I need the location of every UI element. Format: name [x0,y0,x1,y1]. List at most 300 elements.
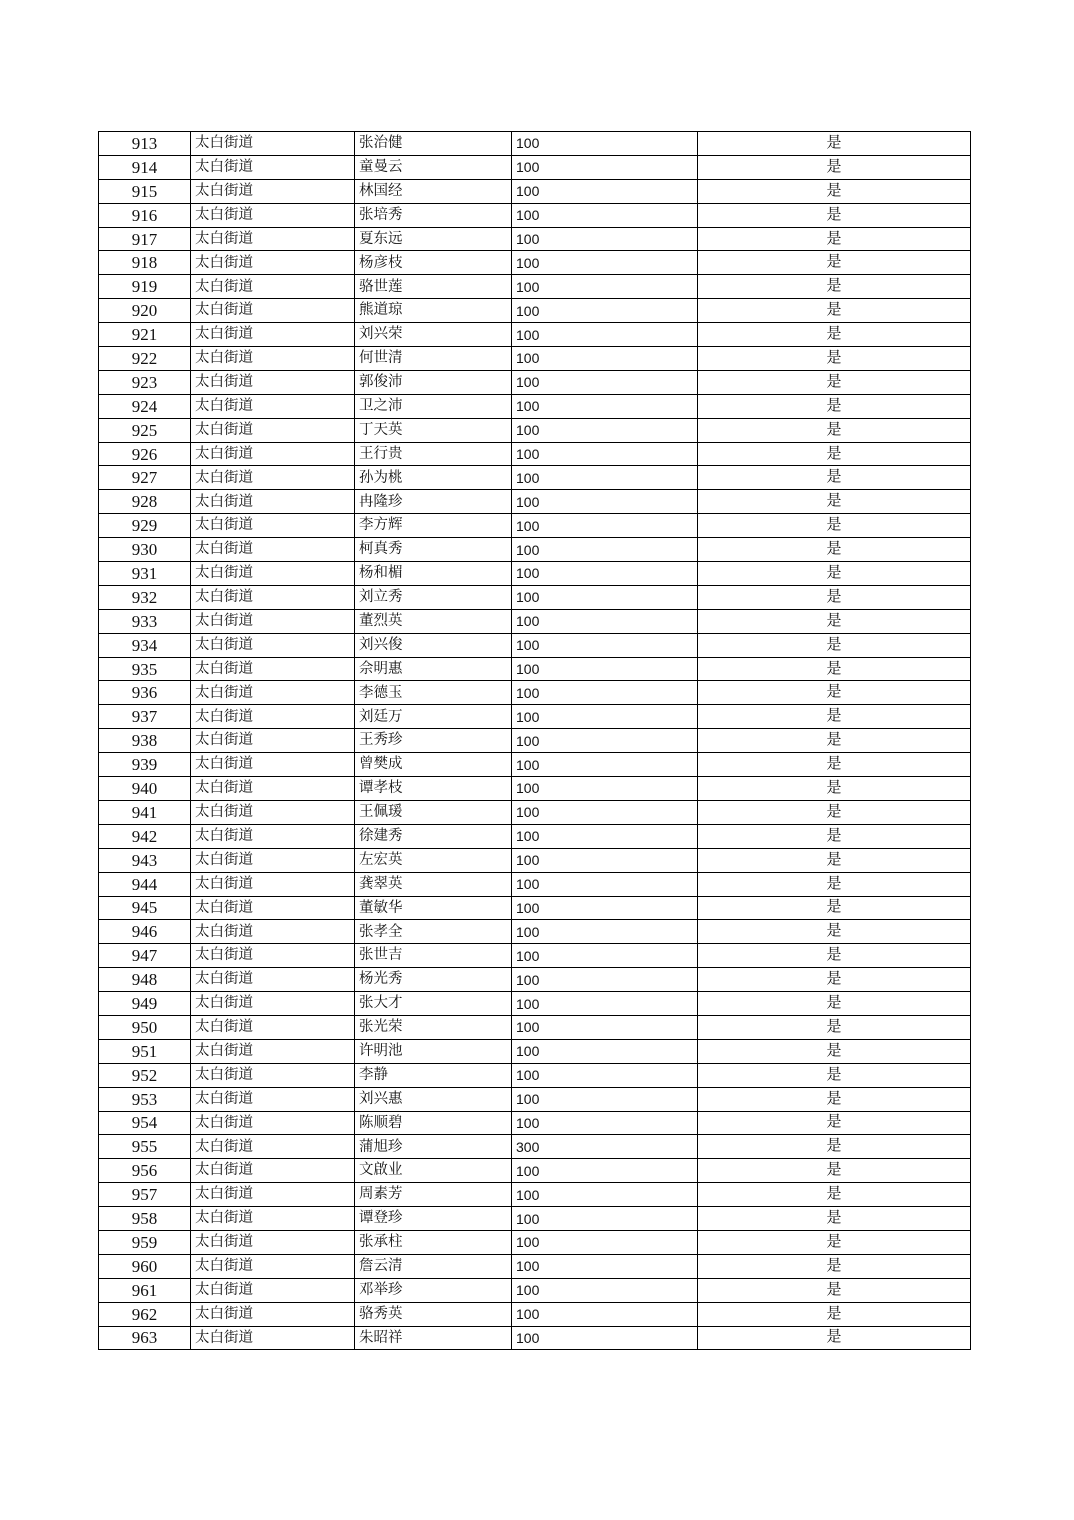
amount-cell: 100 [512,824,698,848]
street-cell: 太白街道 [191,1278,355,1302]
row-number-cell: 950 [99,1015,191,1039]
amount-cell: 100 [512,585,698,609]
confirmed-cell: 是 [698,1135,971,1159]
row-number-cell: 930 [99,538,191,562]
confirmed-cell: 是 [698,896,971,920]
row-number-cell: 928 [99,490,191,514]
street-cell: 太白街道 [191,705,355,729]
row-number-cell: 953 [99,1087,191,1111]
table-row [99,275,971,299]
table-row [99,1183,971,1207]
person-name-cell: 蒲旭珍 [355,1135,512,1159]
table-row [99,1254,971,1278]
amount-cell: 100 [512,848,698,872]
row-number-cell: 962 [99,1302,191,1326]
street-cell: 太白街道 [191,299,355,323]
row-number-cell: 923 [99,370,191,394]
amount-cell: 100 [512,1278,698,1302]
amount-cell: 100 [512,705,698,729]
confirmed-cell: 是 [698,1326,971,1350]
street-cell: 太白街道 [191,370,355,394]
amount-cell: 100 [512,203,698,227]
person-name-cell: 文啟业 [355,1159,512,1183]
street-cell: 太白街道 [191,1159,355,1183]
street-cell: 太白街道 [191,1254,355,1278]
person-name-cell: 何世清 [355,347,512,371]
amount-cell: 100 [512,992,698,1016]
person-name-cell: 詹云清 [355,1254,512,1278]
table-row [99,848,971,872]
amount-cell: 300 [512,1135,698,1159]
street-cell: 太白街道 [191,1230,355,1254]
street-cell: 太白街道 [191,992,355,1016]
confirmed-cell: 是 [698,418,971,442]
amount-cell: 100 [512,370,698,394]
amount-cell: 100 [512,1015,698,1039]
amount-cell: 100 [512,347,698,371]
amount-cell: 100 [512,418,698,442]
street-cell: 太白街道 [191,490,355,514]
row-number-cell: 938 [99,729,191,753]
person-name-cell: 夏东远 [355,227,512,251]
amount-cell: 100 [512,896,698,920]
confirmed-cell: 是 [698,848,971,872]
table-row [99,872,971,896]
person-name-cell: 张大才 [355,992,512,1016]
street-cell: 太白街道 [191,657,355,681]
table-row [99,538,971,562]
confirmed-cell: 是 [698,538,971,562]
table-row [99,514,971,538]
row-number-cell: 919 [99,275,191,299]
table-row [99,442,971,466]
street-cell: 太白街道 [191,872,355,896]
row-number-cell: 961 [99,1278,191,1302]
confirmed-cell: 是 [698,800,971,824]
street-cell: 太白街道 [191,275,355,299]
person-name-cell: 刘兴俊 [355,633,512,657]
table-row [99,347,971,371]
street-cell: 太白街道 [191,920,355,944]
person-name-cell: 张世吉 [355,944,512,968]
confirmed-cell: 是 [698,681,971,705]
row-number-cell: 946 [99,920,191,944]
street-cell: 太白街道 [191,968,355,992]
confirmed-cell: 是 [698,824,971,848]
person-name-cell: 林国经 [355,179,512,203]
amount-cell: 100 [512,323,698,347]
table-row [99,251,971,275]
row-number-cell: 943 [99,848,191,872]
person-name-cell: 骆秀英 [355,1302,512,1326]
amount-cell: 100 [512,753,698,777]
table-row [99,1159,971,1183]
table-row [99,1111,971,1135]
street-cell: 太白街道 [191,848,355,872]
person-name-cell: 杨彦枝 [355,251,512,275]
amount-cell: 100 [512,609,698,633]
street-cell: 太白街道 [191,753,355,777]
table-row [99,323,971,347]
person-name-cell: 张培秀 [355,203,512,227]
table-body [99,132,971,1350]
confirmed-cell: 是 [698,514,971,538]
row-number-cell: 927 [99,466,191,490]
row-number-cell: 914 [99,155,191,179]
confirmed-cell: 是 [698,1063,971,1087]
table-row [99,562,971,586]
confirmed-cell: 是 [698,872,971,896]
confirmed-cell: 是 [698,179,971,203]
table-row [99,394,971,418]
street-cell: 太白街道 [191,203,355,227]
street-cell: 太白街道 [191,442,355,466]
confirmed-cell: 是 [698,1015,971,1039]
table-row [99,681,971,705]
street-cell: 太白街道 [191,251,355,275]
row-number-cell: 952 [99,1063,191,1087]
person-name-cell: 徐建秀 [355,824,512,848]
person-name-cell: 刘兴荣 [355,323,512,347]
table-row [99,1015,971,1039]
street-cell: 太白街道 [191,800,355,824]
row-number-cell: 958 [99,1207,191,1231]
confirmed-cell: 是 [698,609,971,633]
confirmed-cell: 是 [698,1087,971,1111]
row-number-cell: 951 [99,1039,191,1063]
street-cell: 太白街道 [191,466,355,490]
amount-cell: 100 [512,944,698,968]
table-row [99,992,971,1016]
row-number-cell: 921 [99,323,191,347]
row-number-cell: 915 [99,179,191,203]
amount-cell: 100 [512,1254,698,1278]
person-name-cell: 郭俊沛 [355,370,512,394]
table-row [99,609,971,633]
person-name-cell: 丁天英 [355,418,512,442]
row-number-cell: 934 [99,633,191,657]
amount-cell: 100 [512,155,698,179]
amount-cell: 100 [512,1159,698,1183]
street-cell: 太白街道 [191,1135,355,1159]
person-name-cell: 周素芳 [355,1183,512,1207]
street-cell: 太白街道 [191,944,355,968]
amount-cell: 100 [512,633,698,657]
confirmed-cell: 是 [698,132,971,156]
confirmed-cell: 是 [698,490,971,514]
table-row [99,203,971,227]
person-name-cell: 刘兴惠 [355,1087,512,1111]
amount-cell: 100 [512,1183,698,1207]
street-cell: 太白街道 [191,1063,355,1087]
street-cell: 太白街道 [191,1087,355,1111]
confirmed-cell: 是 [698,968,971,992]
row-number-cell: 940 [99,777,191,801]
person-name-cell: 柯真秀 [355,538,512,562]
person-name-cell: 李静 [355,1063,512,1087]
person-name-cell: 童曼云 [355,155,512,179]
row-number-cell: 963 [99,1326,191,1350]
street-cell: 太白街道 [191,347,355,371]
street-cell: 太白街道 [191,1207,355,1231]
row-number-cell: 922 [99,347,191,371]
table-row [99,1087,971,1111]
amount-cell: 100 [512,442,698,466]
confirmed-cell: 是 [698,227,971,251]
street-cell: 太白街道 [191,179,355,203]
person-name-cell: 邓举珍 [355,1278,512,1302]
confirmed-cell: 是 [698,920,971,944]
street-cell: 太白街道 [191,132,355,156]
street-cell: 太白街道 [191,562,355,586]
row-number-cell: 942 [99,824,191,848]
table-row [99,1278,971,1302]
confirmed-cell: 是 [698,1183,971,1207]
person-name-cell: 许明池 [355,1039,512,1063]
person-name-cell: 谭登珍 [355,1207,512,1231]
amount-cell: 100 [512,968,698,992]
amount-cell: 100 [512,1111,698,1135]
confirmed-cell: 是 [698,777,971,801]
table-row [99,657,971,681]
amount-cell: 100 [512,227,698,251]
confirmed-cell: 是 [698,370,971,394]
row-number-cell: 947 [99,944,191,968]
table-row [99,1063,971,1087]
row-number-cell: 931 [99,562,191,586]
amount-cell: 100 [512,299,698,323]
street-cell: 太白街道 [191,514,355,538]
person-name-cell: 佘明惠 [355,657,512,681]
table-row [99,1326,971,1350]
amount-cell: 100 [512,179,698,203]
table-row [99,1039,971,1063]
table-row [99,370,971,394]
person-name-cell: 孙为桃 [355,466,512,490]
table-row [99,968,971,992]
table-row [99,896,971,920]
row-number-cell: 932 [99,585,191,609]
amount-cell: 100 [512,1326,698,1350]
table-row [99,155,971,179]
confirmed-cell: 是 [698,155,971,179]
table-row [99,1207,971,1231]
street-cell: 太白街道 [191,227,355,251]
street-cell: 太白街道 [191,777,355,801]
row-number-cell: 939 [99,753,191,777]
row-number-cell: 944 [99,872,191,896]
confirmed-cell: 是 [698,251,971,275]
confirmed-cell: 是 [698,1039,971,1063]
row-number-cell: 916 [99,203,191,227]
amount-cell: 100 [512,251,698,275]
amount-cell: 100 [512,800,698,824]
person-name-cell: 左宏英 [355,848,512,872]
row-number-cell: 957 [99,1183,191,1207]
street-cell: 太白街道 [191,155,355,179]
table-row [99,585,971,609]
amount-cell: 100 [512,538,698,562]
street-cell: 太白街道 [191,633,355,657]
table-row [99,1135,971,1159]
confirmed-cell: 是 [698,394,971,418]
person-name-cell: 张光荣 [355,1015,512,1039]
row-number-cell: 917 [99,227,191,251]
amount-cell: 100 [512,132,698,156]
row-number-cell: 956 [99,1159,191,1183]
beneficiary-table [98,131,971,1350]
confirmed-cell: 是 [698,1230,971,1254]
confirmed-cell: 是 [698,1207,971,1231]
street-cell: 太白街道 [191,418,355,442]
street-cell: 太白街道 [191,538,355,562]
table-row [99,466,971,490]
table-row [99,299,971,323]
person-name-cell: 张治健 [355,132,512,156]
amount-cell: 100 [512,1087,698,1111]
row-number-cell: 948 [99,968,191,992]
table-row [99,944,971,968]
confirmed-cell: 是 [698,729,971,753]
amount-cell: 100 [512,1302,698,1326]
amount-cell: 100 [512,872,698,896]
person-name-cell: 刘立秀 [355,585,512,609]
street-cell: 太白街道 [191,1302,355,1326]
amount-cell: 100 [512,514,698,538]
table-row [99,1230,971,1254]
row-number-cell: 937 [99,705,191,729]
street-cell: 太白街道 [191,1111,355,1135]
row-number-cell: 929 [99,514,191,538]
person-name-cell: 骆世莲 [355,275,512,299]
row-number-cell: 925 [99,418,191,442]
street-cell: 太白街道 [191,585,355,609]
street-cell: 太白街道 [191,824,355,848]
table-row [99,800,971,824]
table-row [99,227,971,251]
confirmed-cell: 是 [698,1278,971,1302]
confirmed-cell: 是 [698,1254,971,1278]
person-name-cell: 李方辉 [355,514,512,538]
amount-cell: 100 [512,394,698,418]
street-cell: 太白街道 [191,394,355,418]
person-name-cell: 董烈英 [355,609,512,633]
confirmed-cell: 是 [698,442,971,466]
amount-cell: 100 [512,1207,698,1231]
confirmed-cell: 是 [698,1302,971,1326]
row-number-cell: 918 [99,251,191,275]
row-number-cell: 933 [99,609,191,633]
person-name-cell: 王秀珍 [355,729,512,753]
row-number-cell: 935 [99,657,191,681]
table-row [99,179,971,203]
amount-cell: 100 [512,1039,698,1063]
confirmed-cell: 是 [698,753,971,777]
street-cell: 太白街道 [191,896,355,920]
confirmed-cell: 是 [698,323,971,347]
amount-cell: 100 [512,1230,698,1254]
person-name-cell: 卫之沛 [355,394,512,418]
person-name-cell: 李德玉 [355,681,512,705]
row-number-cell: 913 [99,132,191,156]
person-name-cell: 杨光秀 [355,968,512,992]
row-number-cell: 955 [99,1135,191,1159]
table-row [99,132,971,156]
row-number-cell: 920 [99,299,191,323]
table-row [99,705,971,729]
street-cell: 太白街道 [191,1326,355,1350]
row-number-cell: 941 [99,800,191,824]
row-number-cell: 924 [99,394,191,418]
table-row [99,729,971,753]
street-cell: 太白街道 [191,609,355,633]
person-name-cell: 熊道琼 [355,299,512,323]
table-row [99,920,971,944]
amount-cell: 100 [512,1063,698,1087]
person-name-cell: 龚翠英 [355,872,512,896]
amount-cell: 100 [512,275,698,299]
confirmed-cell: 是 [698,562,971,586]
street-cell: 太白街道 [191,681,355,705]
person-name-cell: 王佩瑗 [355,800,512,824]
person-name-cell: 谭孝枝 [355,777,512,801]
confirmed-cell: 是 [698,657,971,681]
street-cell: 太白街道 [191,1039,355,1063]
row-number-cell: 936 [99,681,191,705]
confirmed-cell: 是 [698,992,971,1016]
amount-cell: 100 [512,490,698,514]
table-row [99,490,971,514]
person-name-cell: 朱昭祥 [355,1326,512,1350]
document-page [98,131,971,1350]
row-number-cell: 959 [99,1230,191,1254]
confirmed-cell: 是 [698,585,971,609]
confirmed-cell: 是 [698,275,971,299]
confirmed-cell: 是 [698,705,971,729]
amount-cell: 100 [512,681,698,705]
confirmed-cell: 是 [698,633,971,657]
table-row [99,777,971,801]
street-cell: 太白街道 [191,323,355,347]
amount-cell: 100 [512,777,698,801]
person-name-cell: 冉隆珍 [355,490,512,514]
person-name-cell: 刘廷万 [355,705,512,729]
table-row [99,418,971,442]
row-number-cell: 945 [99,896,191,920]
street-cell: 太白街道 [191,1183,355,1207]
person-name-cell: 董敏华 [355,896,512,920]
person-name-cell: 杨和楣 [355,562,512,586]
person-name-cell: 张孝全 [355,920,512,944]
street-cell: 太白街道 [191,729,355,753]
row-number-cell: 949 [99,992,191,1016]
street-cell: 太白街道 [191,1015,355,1039]
amount-cell: 100 [512,920,698,944]
row-number-cell: 926 [99,442,191,466]
table-row [99,633,971,657]
confirmed-cell: 是 [698,1159,971,1183]
table-row [99,824,971,848]
amount-cell: 100 [512,657,698,681]
table-row [99,753,971,777]
confirmed-cell: 是 [698,203,971,227]
person-name-cell: 陈顺碧 [355,1111,512,1135]
confirmed-cell: 是 [698,347,971,371]
confirmed-cell: 是 [698,944,971,968]
confirmed-cell: 是 [698,299,971,323]
confirmed-cell: 是 [698,1111,971,1135]
amount-cell: 100 [512,466,698,490]
